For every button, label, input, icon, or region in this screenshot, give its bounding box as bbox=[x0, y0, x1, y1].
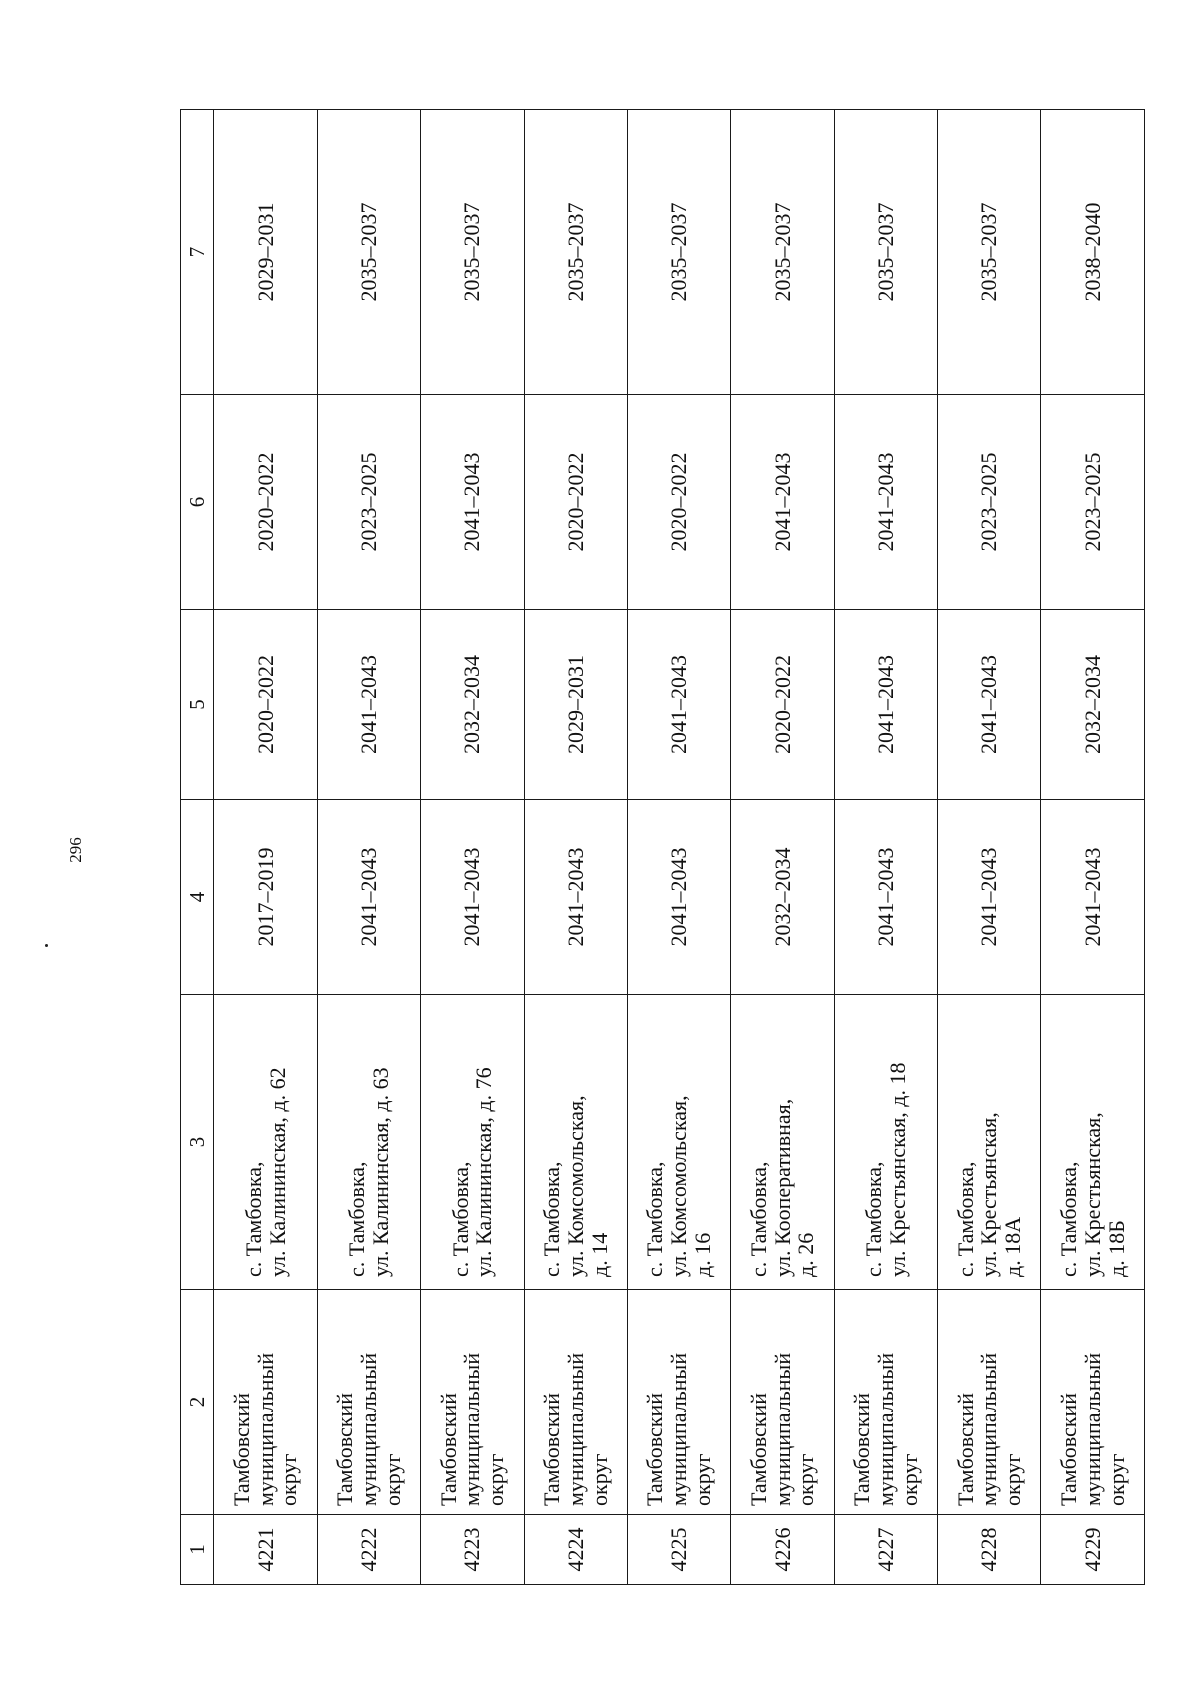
period-cell-col-5: 2029–2031 bbox=[524, 610, 627, 800]
period-cell-col-6: 2041–2043 bbox=[834, 395, 937, 610]
housing-schedule-table bbox=[180, 109, 1145, 1585]
period-cell-col-6: 2023–2025 bbox=[938, 395, 1041, 610]
district-cell bbox=[214, 1290, 317, 1515]
table-header-row bbox=[181, 110, 214, 1585]
address-line: д. 18Б bbox=[1103, 1220, 1129, 1277]
period-cell-col-4: 2041–2043 bbox=[524, 800, 627, 995]
row-number-cell: 4227 bbox=[834, 1515, 937, 1585]
period-cell-col-6: 2023–2025 bbox=[317, 395, 420, 610]
district-line: муниципальный bbox=[459, 1352, 485, 1506]
district-line: муниципальный bbox=[976, 1352, 1002, 1506]
address-cell bbox=[317, 995, 420, 1290]
district-line: округ bbox=[276, 1453, 302, 1506]
district-line: округ bbox=[379, 1453, 405, 1506]
table-row bbox=[1041, 110, 1145, 1585]
table-row bbox=[627, 110, 730, 1585]
period-cell-col-7: 2029–2031 bbox=[214, 110, 317, 395]
period-cell-col-7: 2035–2037 bbox=[627, 110, 730, 395]
district-line: муниципальный bbox=[562, 1352, 588, 1506]
table-row bbox=[524, 110, 627, 1585]
table-row bbox=[731, 110, 834, 1585]
period-cell-col-5: 2041–2043 bbox=[834, 610, 937, 800]
period-cell-col-7: 2035–2037 bbox=[731, 110, 834, 395]
district-line: округ bbox=[1103, 1453, 1129, 1506]
district-line: округ bbox=[793, 1453, 819, 1506]
district-line: округ bbox=[1000, 1453, 1026, 1506]
address-cell bbox=[524, 995, 627, 1290]
district-line: Тамбовский bbox=[745, 1392, 771, 1506]
period-cell-col-7: 2035–2037 bbox=[938, 110, 1041, 395]
period-cell-col-7: 2038–2040 bbox=[1041, 110, 1145, 395]
address-line: ул. Крестьянская, bbox=[1079, 1112, 1105, 1277]
address-line: ул. Кооперативная, bbox=[769, 1098, 795, 1277]
period-cell-col-4: 2041–2043 bbox=[627, 800, 730, 995]
row-number-cell: 4222 bbox=[317, 1515, 420, 1585]
period-cell-col-5: 2041–2043 bbox=[317, 610, 420, 800]
period-cell-col-6: 2020–2022 bbox=[524, 395, 627, 610]
address-cell bbox=[731, 995, 834, 1290]
district-cell bbox=[421, 1290, 524, 1515]
period-cell-col-4: 2041–2043 bbox=[317, 800, 420, 995]
column-header-1: 1 bbox=[181, 1515, 214, 1585]
period-cell-col-6: 2041–2043 bbox=[731, 395, 834, 610]
address-cell bbox=[421, 995, 524, 1290]
district-line: Тамбовский bbox=[642, 1392, 668, 1506]
table-body bbox=[181, 110, 1145, 1585]
period-cell-col-4: 2041–2043 bbox=[834, 800, 937, 995]
column-header-4: 4 bbox=[181, 800, 214, 995]
address-line: д. 16 bbox=[689, 1232, 715, 1277]
column-header-3: 3 bbox=[181, 995, 214, 1290]
district-cell bbox=[317, 1290, 420, 1515]
address-line: с. Тамбовка, bbox=[745, 1161, 771, 1277]
district-cell bbox=[524, 1290, 627, 1515]
table-container bbox=[180, 110, 1145, 1585]
address-line: д. 26 bbox=[793, 1232, 819, 1277]
address-line: ул. Крестьянская, bbox=[976, 1112, 1002, 1277]
address-line: с. Тамбовка, bbox=[952, 1161, 978, 1277]
period-cell-col-7: 2035–2037 bbox=[421, 110, 524, 395]
column-header-5: 5 bbox=[181, 610, 214, 800]
period-cell-col-7: 2035–2037 bbox=[524, 110, 627, 395]
address-line: ул. Комсомольская, bbox=[666, 1095, 692, 1277]
district-line: Тамбовский bbox=[228, 1392, 254, 1506]
row-number-cell: 4228 bbox=[938, 1515, 1041, 1585]
period-cell-col-7: 2035–2037 bbox=[317, 110, 420, 395]
district-line: округ bbox=[896, 1453, 922, 1506]
district-line: Тамбовский bbox=[849, 1392, 875, 1506]
row-number-cell: 4229 bbox=[1041, 1515, 1145, 1585]
district-line: муниципальный bbox=[356, 1352, 382, 1506]
district-cell bbox=[938, 1290, 1041, 1515]
column-header-2: 2 bbox=[181, 1290, 214, 1515]
row-number-cell: 4221 bbox=[214, 1515, 317, 1585]
column-header-6: 6 bbox=[181, 395, 214, 610]
district-line: муниципальный bbox=[769, 1352, 795, 1506]
period-cell-col-5: 2020–2022 bbox=[214, 610, 317, 800]
period-cell-col-5: 2032–2034 bbox=[1041, 610, 1145, 800]
table-row bbox=[214, 110, 317, 1585]
period-cell-col-6: 2020–2022 bbox=[214, 395, 317, 610]
address-line: ул. Калининская, д. 63 bbox=[367, 1067, 393, 1277]
table-row bbox=[834, 110, 937, 1585]
table-row bbox=[317, 110, 420, 1585]
district-line: муниципальный bbox=[1079, 1352, 1105, 1506]
row-number-cell: 4224 bbox=[524, 1515, 627, 1585]
district-line: Тамбовский bbox=[539, 1392, 565, 1506]
district-line: округ bbox=[483, 1453, 509, 1506]
address-line: с. Тамбовка, bbox=[642, 1161, 668, 1277]
address-line: д. 18А bbox=[1000, 1216, 1026, 1277]
period-cell-col-5: 2032–2034 bbox=[421, 610, 524, 800]
district-line: округ bbox=[586, 1453, 612, 1506]
scan-speck bbox=[45, 944, 48, 947]
address-cell bbox=[627, 995, 730, 1290]
row-number-cell: 4225 bbox=[627, 1515, 730, 1585]
row-number-cell: 4226 bbox=[731, 1515, 834, 1585]
period-cell-col-5: 2041–2043 bbox=[938, 610, 1041, 800]
address-line: ул. Комсомольская, bbox=[562, 1095, 588, 1277]
district-line: муниципальный bbox=[252, 1352, 278, 1506]
address-cell bbox=[834, 995, 937, 1290]
district-line: округ bbox=[689, 1453, 715, 1506]
address-line: с. Тамбовка, bbox=[539, 1161, 565, 1277]
period-cell-col-6: 2023–2025 bbox=[1041, 395, 1145, 610]
address-line: с. Тамбовка, bbox=[447, 1161, 473, 1277]
district-line: Тамбовский bbox=[332, 1392, 358, 1506]
address-line: ул. Крестьянская, д. 18 bbox=[884, 1062, 910, 1277]
page-number: 296 bbox=[66, 837, 85, 863]
address-line: с. Тамбовка, bbox=[240, 1161, 266, 1277]
district-line: Тамбовский bbox=[1056, 1392, 1082, 1506]
period-cell-col-5: 2020–2022 bbox=[731, 610, 834, 800]
period-cell-col-6: 2041–2043 bbox=[421, 395, 524, 610]
address-line: с. Тамбовка, bbox=[1056, 1161, 1082, 1277]
address-line: с. Тамбовка, bbox=[861, 1161, 887, 1277]
period-cell-col-4: 2017–2019 bbox=[214, 800, 317, 995]
district-cell bbox=[1041, 1290, 1145, 1515]
period-cell-col-4: 2041–2043 bbox=[1041, 800, 1145, 995]
address-cell bbox=[938, 995, 1041, 1290]
district-cell bbox=[731, 1290, 834, 1515]
table-row bbox=[938, 110, 1041, 1585]
address-cell bbox=[214, 995, 317, 1290]
period-cell-col-7: 2035–2037 bbox=[834, 110, 937, 395]
address-line: д. 14 bbox=[586, 1232, 612, 1277]
address-line: ул. Калининская, д. 76 bbox=[471, 1067, 497, 1277]
period-cell-col-5: 2041–2043 bbox=[627, 610, 730, 800]
row-number-cell: 4223 bbox=[421, 1515, 524, 1585]
address-line: с. Тамбовка, bbox=[344, 1161, 370, 1277]
period-cell-col-4: 2041–2043 bbox=[421, 800, 524, 995]
district-line: муниципальный bbox=[666, 1352, 692, 1506]
district-line: Тамбовский bbox=[435, 1392, 461, 1506]
district-cell bbox=[627, 1290, 730, 1515]
district-line: Тамбовский bbox=[952, 1392, 978, 1506]
district-cell bbox=[834, 1290, 937, 1515]
period-cell-col-6: 2020–2022 bbox=[627, 395, 730, 610]
address-line: ул. Калининская, д. 62 bbox=[264, 1067, 290, 1277]
district-line: муниципальный bbox=[873, 1352, 898, 1506]
table-row bbox=[421, 110, 524, 1585]
period-cell-col-4: 2041–2043 bbox=[938, 800, 1041, 995]
address-cell bbox=[1041, 995, 1145, 1290]
column-header-7: 7 bbox=[181, 110, 214, 395]
period-cell-col-4: 2032–2034 bbox=[731, 800, 834, 995]
